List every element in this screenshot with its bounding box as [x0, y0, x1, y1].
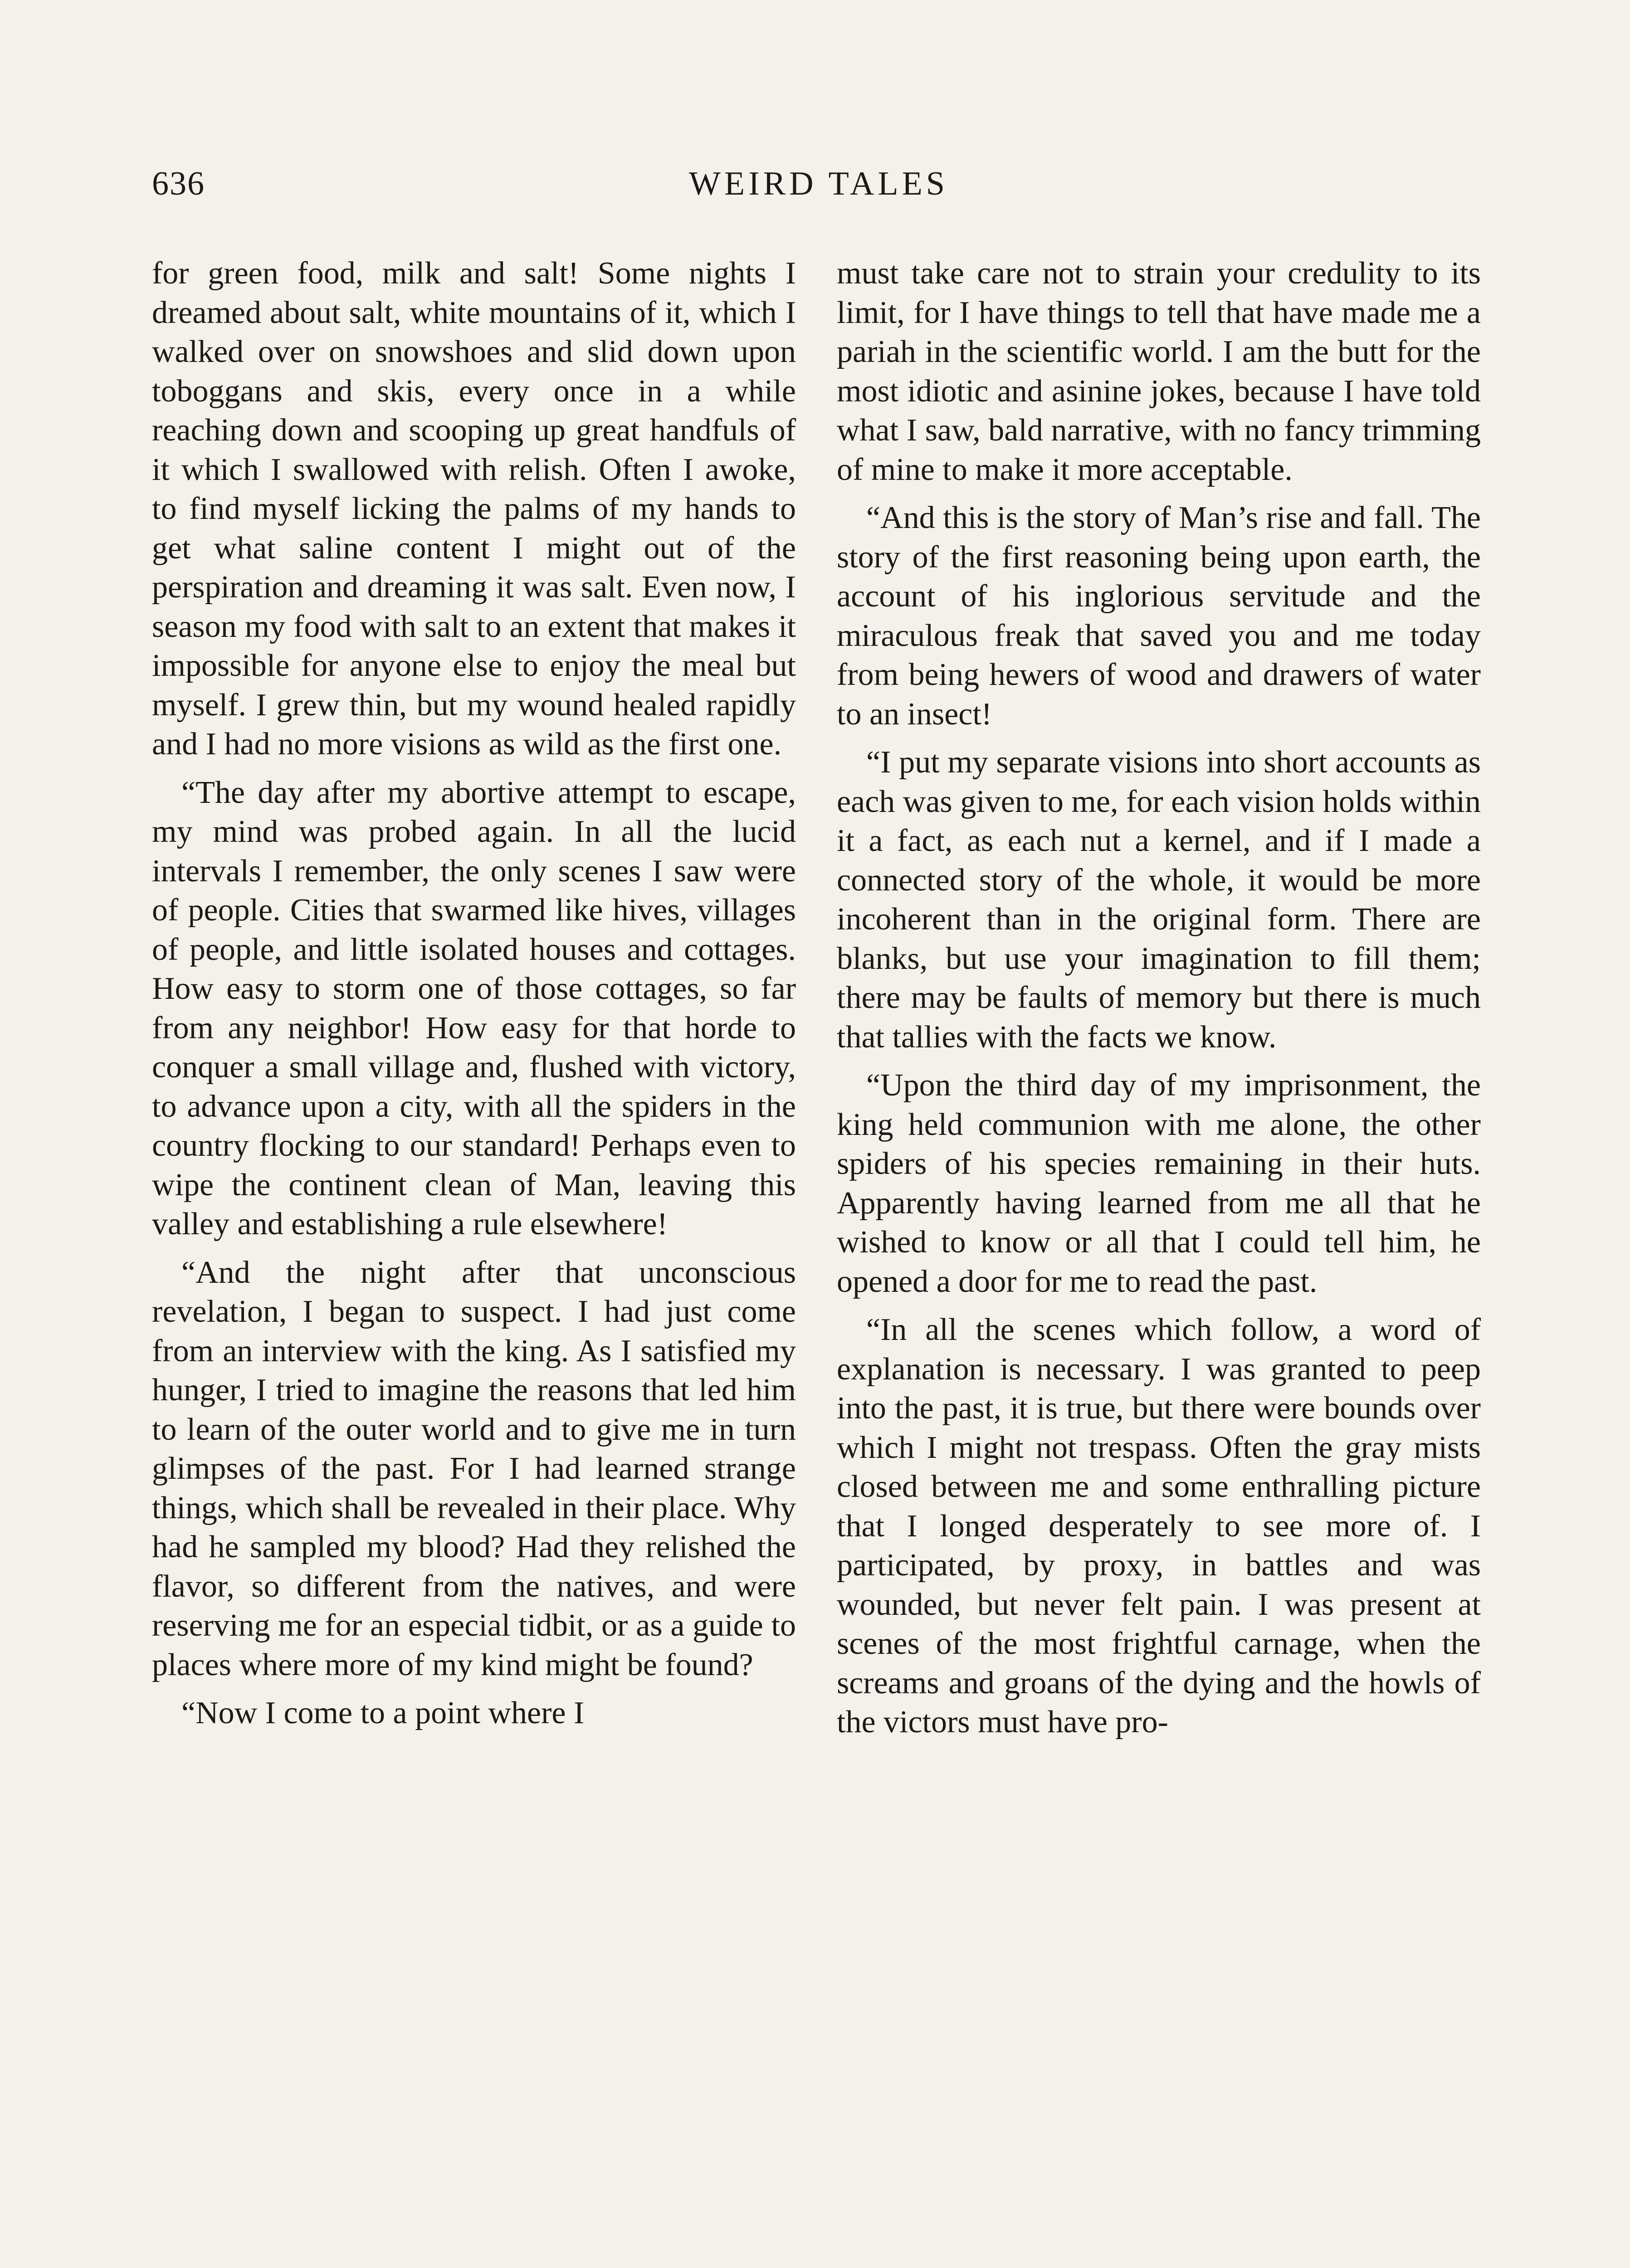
page-header	[152, 161, 1485, 211]
paragraph: “And this is the story of Man’s rise and fall. The story of the first reasoning being upon earth, the account of his inglorious servitude and the miraculous freak that saved you and me today from being hewers of wood and drawers of water to an insect!	[837, 500, 1481, 732]
paragraph: for green food, milk and salt! Some nights I dreamed about salt, white mountains of it, which I walked over on snowshoes and slid down upon toboggans and skis, every once in a while reaching down and scooping up great handfuls of it which I swallowed with relish. Often I awoke, to find myself licking the palms of my hands to get what saline content I might out of the perspiration and dreaming it was salt. Even now, I season my food with salt to an extent that makes it impossible for anyone else to enjoy the meal but myself. I grew thin, but my wound healed rapidly and I had no more visions as wild as the first one.	[152, 256, 796, 762]
page-number: 636	[152, 165, 205, 202]
running-head: WEIRD TALES	[689, 165, 948, 202]
right-column	[837, 254, 1481, 1751]
paragraph: “And the night after that unconscious revelation, I began to suspect. I had just come from an interview with the king. As I satisfied my hunger, I tried to imagine the reasons that led him to learn of the outer world and to give me in turn glimpses of the past. For I had learned strange things, which shall be revealed in their place. Why had he sampled my blood? Had they relished the flavor, so different from the natives, and were reserving me for an especial tidbit, or as a guide to places where more of my kind might be found?	[152, 1255, 796, 1682]
paragraph: “Now I come to a point where I	[181, 1696, 585, 1730]
left-column	[152, 254, 796, 1742]
paragraph: “I put my separate visions into short accounts as each was given to me, for each vision holds within it a fact, as each nut a kernel, and if I made a connected story of the whole, it would be more incoherent than in the original form. There are blanks, but use your imagination to fill them; there may be faults of memory but there is much that tallies with the facts we know.	[837, 745, 1481, 1055]
paragraph: “The day after my abortive attempt to escape, my mind was probed again. In all the lucid intervals I remember, the only scenes I saw were of people. Cities that swarmed like hives, villages of people, and little isolated houses and cottages. How easy to storm one of those cottages, so far from any neighbor! How easy for that horde to conquer a small village and, flushed with victory, to advance upon a city, with all the spiders in the country flocking to our standard! Perhaps even to wipe the continent clean of Man, leaving this valley and establishing a rule elsewhere!	[152, 775, 796, 1242]
paragraph: must take care not to strain your credulity to its limit, for I have things to tell that have made me a pariah in the scientific world. I am the butt for the most idiotic and asinine jokes, because I have told what I saw, bald narrative, with no fancy trimming of mine to make it more acceptable.	[837, 256, 1481, 487]
paragraph: “In all the scenes which follow, a word of explanation is necessary. I was granted to peep into the past, it is true, but there were bounds over which I might not trespass. Often the gray mists closed between me and some enthralling picture that I longed desperately to see more of. I participated, by proxy, in battles and was wounded, but never felt pain. I was present at scenes of the most frightful carnage, when the screams and groans of the dying and the howls of the victors must have pro-	[837, 1312, 1481, 1740]
paragraph: “Upon the third day of my imprisonment, the king held communion with me alone, the other spiders of his species remaining in their huts. Apparently having learned from me all that he wished to know or all that I could tell him, he opened a door for me to read the past.	[837, 1068, 1481, 1299]
